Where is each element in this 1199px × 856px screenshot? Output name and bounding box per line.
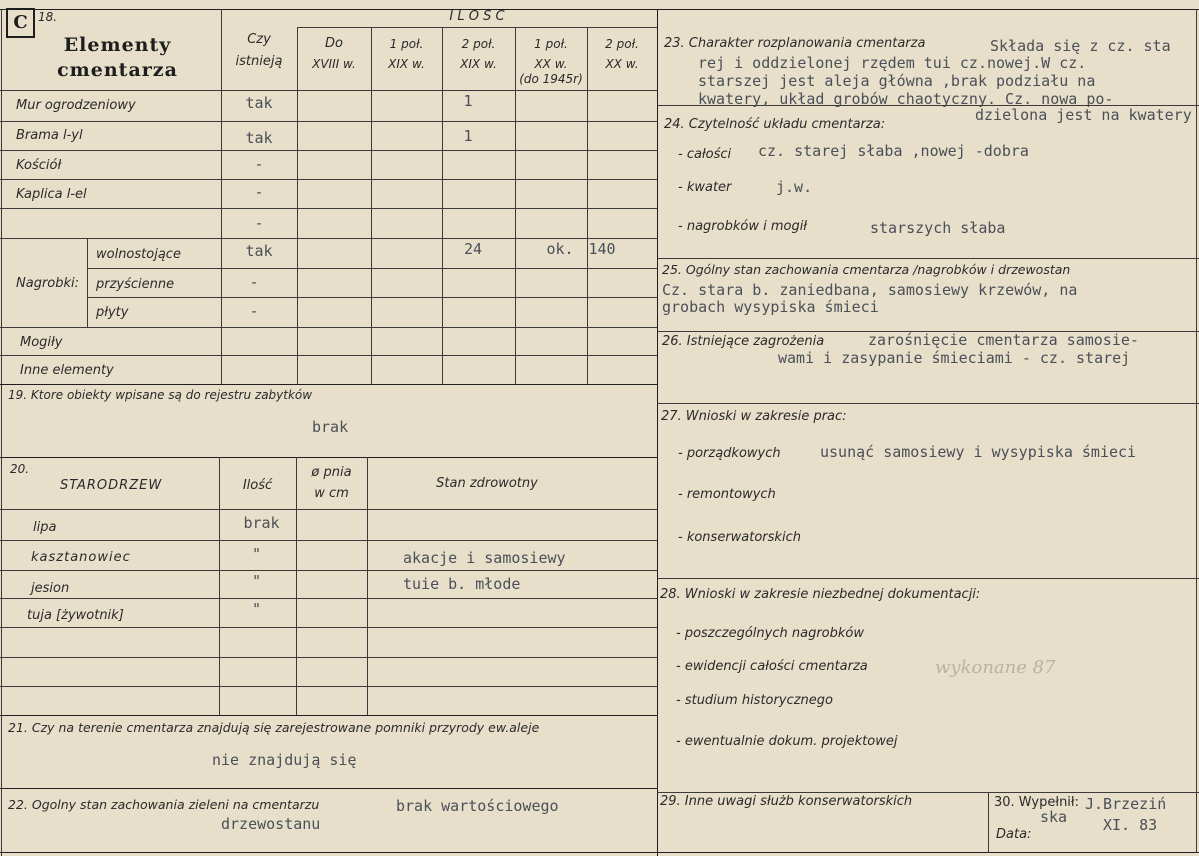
nagrobki-przyscienne: przyścienne bbox=[96, 277, 175, 292]
s24-kwater-label: - kwater bbox=[678, 180, 732, 195]
s25-line-1: Cz. stara b. zaniedbana, samosiewy krzewów, na bbox=[662, 281, 1078, 299]
nagrobki-plyty-exists: - bbox=[249, 302, 259, 320]
s20-stan-kasztanowiec: akacje i samosiewy bbox=[403, 549, 566, 567]
s26-line-1: zarośnięcie cmentarza samosie- bbox=[868, 331, 1139, 349]
hline-s19 bbox=[0, 384, 657, 385]
element-label-kaplica: Kaplica l-el bbox=[16, 187, 87, 202]
s23-line-4: kwatery, układ grobów chaotyczny. Cz. nowa po- bbox=[698, 90, 1114, 108]
s20-number: 20. bbox=[10, 462, 30, 476]
element-exists-blank: - bbox=[254, 214, 264, 232]
hline-row5 bbox=[0, 208, 657, 209]
s20-qty-lipa: brak bbox=[243, 514, 280, 532]
s30-name-1: J.Brzeziń bbox=[1085, 795, 1167, 813]
hline-s20-r5 bbox=[0, 627, 657, 628]
hline-row6 bbox=[0, 238, 657, 239]
hline-s20-r7 bbox=[0, 686, 657, 687]
s20-tree-jesion: jesion bbox=[31, 581, 70, 596]
section-c-box: C bbox=[6, 8, 35, 38]
nagrobki-wolnostojace-2p20: 140 bbox=[588, 240, 616, 258]
s23-line-1: Składa się z cz. sta bbox=[990, 37, 1171, 55]
element-exists-kaplica: - bbox=[254, 183, 264, 201]
hline-row3 bbox=[0, 150, 657, 151]
s20-stan-header: Stan zdrowotny bbox=[436, 476, 538, 491]
s30-label: 30. Wypełnił: bbox=[994, 795, 1079, 810]
vline-2p20 bbox=[587, 27, 588, 384]
element-exists-brama: tak bbox=[245, 129, 273, 147]
s24-calosci-label: - całości bbox=[678, 147, 732, 162]
hline-row8 bbox=[87, 297, 657, 298]
mogily-label: Mogiły bbox=[20, 335, 63, 350]
s25-label: 25. Ogólny stan zachowania cmentarza /nagrobków i drzewostan bbox=[662, 262, 1071, 277]
s19-label: 19. Ktore obiekty wpisane są do rejestru zabytków bbox=[8, 388, 313, 402]
nagrobki-wolnostojace-1p20: ok. bbox=[546, 240, 574, 258]
hline-row1 bbox=[0, 90, 657, 91]
s24-nagrobkow-label: - nagrobków i mogił bbox=[678, 219, 808, 234]
header-2p19-1: 2 poł. bbox=[461, 37, 496, 51]
card-bottom-border bbox=[0, 852, 1199, 853]
s26-line-2: wami i zasypanie śmieciami - cz. starej bbox=[778, 349, 1131, 367]
s20-pnia-header-2: w cm bbox=[314, 486, 349, 501]
s22-value-2: drzewostanu bbox=[221, 815, 321, 833]
s29-label: 29. Inne uwagi służb konserwatorskich bbox=[660, 794, 913, 809]
s24-calosci-value: cz. starej słaba ,nowej -dobra bbox=[758, 142, 1029, 160]
s28-item-1: - poszczególnych nagrobków bbox=[676, 626, 864, 641]
header-czy: Czy bbox=[247, 32, 271, 47]
hline-s26-bottom bbox=[657, 403, 1199, 404]
hline-s20-r4 bbox=[0, 598, 657, 599]
hline-s22 bbox=[0, 788, 657, 789]
s27-label: 27. Wnioski w zakresie prac: bbox=[661, 409, 847, 424]
header-2p19-2: XIX w. bbox=[460, 57, 497, 71]
s30-data-label: Data: bbox=[996, 827, 1032, 842]
s28-item-2: - ewidencji całości cmentarza bbox=[676, 659, 868, 674]
s28-item-3: - studium historycznego bbox=[676, 693, 833, 708]
nagrobki-wolnostojace-2p19: 24 bbox=[463, 240, 483, 258]
s22-label: 22. Ogolny stan zachowania zieleni na cmentarzu bbox=[8, 797, 320, 812]
s23-label: 23. Charakter rozplanowania cmentarza bbox=[664, 36, 926, 51]
hline-row10 bbox=[0, 355, 657, 356]
s20-qty-tuja: " bbox=[252, 600, 262, 618]
inne-elementy-label: Inne elementy bbox=[20, 363, 114, 378]
header-1p20-3: (do 1945r) bbox=[519, 72, 583, 86]
element-label-kosciol: Kościół bbox=[16, 158, 62, 173]
s20-title: STARODRZEW bbox=[60, 478, 163, 493]
s28-item-4: - ewentualnie dokum. projektowej bbox=[676, 734, 898, 749]
s20-qty-kasztanowiec: " bbox=[252, 545, 262, 563]
hline-s20-r1 bbox=[0, 509, 657, 510]
s24-kwater-value: j.w. bbox=[776, 178, 813, 196]
hline-s20 bbox=[0, 457, 657, 458]
s21-value: nie znajdują się bbox=[212, 751, 357, 769]
column-divider-main bbox=[657, 9, 658, 856]
s24-label: 24. Czytelność układu cmentarza: bbox=[664, 117, 886, 132]
hline-s20-r3 bbox=[0, 570, 657, 571]
s24-nagrobkow-value: starszych słaba bbox=[870, 219, 1006, 237]
s20-tree-kasztanowiec: kasztanowiec bbox=[31, 550, 131, 565]
element-label-mur: Mur ogrodzeniowy bbox=[16, 98, 136, 113]
nagrobki-wolnostojace-exists: tak bbox=[245, 242, 273, 260]
hline-s28-bottom bbox=[657, 792, 1199, 793]
hline-s20-r6 bbox=[0, 657, 657, 658]
element-2p19-brama: 1 bbox=[463, 127, 473, 145]
hline-ilosc bbox=[297, 27, 657, 28]
s23-line-2: rej i oddzielonej rzędem tui cz.nowej.W cz. bbox=[698, 54, 1087, 72]
header-2p20-2: XX w. bbox=[605, 57, 639, 71]
left-border bbox=[1, 9, 2, 856]
s27-remontowych-label: - remontowych bbox=[678, 487, 776, 502]
element-label-brama: Brama l-yl bbox=[16, 128, 83, 143]
vline-s30 bbox=[988, 792, 989, 853]
s30-name-2: ska bbox=[1040, 808, 1068, 826]
vline-s20-stan bbox=[367, 457, 368, 715]
vline-s20-ilosc bbox=[219, 457, 220, 715]
s27-porzadkowych-label: - porządkowych bbox=[678, 446, 781, 461]
s20-ilosc-header: Ilość bbox=[242, 478, 273, 493]
s20-stan-jesion: tuie b. młode bbox=[403, 575, 521, 593]
header-do18-2: XVIII w. bbox=[312, 57, 356, 71]
hline-s21 bbox=[0, 715, 657, 716]
s23-line-3: starszej jest aleja główna ,brak podziału na bbox=[698, 72, 1096, 90]
header-1p19-1: 1 poł. bbox=[389, 37, 424, 51]
header-1p19-2: XIX w. bbox=[388, 57, 425, 71]
element-exists-kosciol: - bbox=[254, 155, 264, 173]
header-ilosc: I L O S C bbox=[449, 9, 505, 24]
hline-row2 bbox=[0, 121, 657, 122]
nagrobki-wolnostojace: wolnostojące bbox=[96, 247, 181, 262]
s20-pnia-header-1: ø pnia bbox=[311, 465, 352, 480]
s27-konserwatorskich-label: - konserwatorskich bbox=[678, 530, 801, 545]
s30-date: XI. 83 bbox=[1103, 816, 1158, 834]
nagrobki-label: Nagrobki: bbox=[16, 276, 80, 291]
hline-row9 bbox=[0, 327, 657, 328]
section-c-title-1: Elementy bbox=[63, 34, 172, 56]
s25-line-2: grobach wysypiska śmieci bbox=[662, 298, 879, 316]
s21-label: 21. Czy na terenie cmentarza znajdują się zarejestrowane pomniki przyrody ew.aleje bbox=[8, 720, 540, 735]
section-c-number: 18. bbox=[38, 10, 58, 24]
s20-qty-jesion: " bbox=[252, 572, 262, 590]
s20-tree-tuja: tuja [żywotnik] bbox=[27, 608, 124, 623]
nagrobki-plyty: płyty bbox=[96, 305, 129, 320]
header-istnieja: istnieją bbox=[235, 54, 283, 69]
element-exists-mur: tak bbox=[245, 94, 273, 112]
vline-1p19 bbox=[371, 27, 372, 384]
vline-2p19 bbox=[442, 27, 443, 384]
element-2p19-mur: 1 bbox=[463, 92, 473, 110]
vline-do18 bbox=[297, 27, 298, 384]
s27-porzadkowych-value: usunąć samosiewy i wysypiska śmieci bbox=[820, 443, 1137, 461]
hline-s27-bottom bbox=[657, 578, 1199, 579]
header-1p20-1: 1 poł. bbox=[534, 37, 568, 51]
s20-tree-lipa: lipa bbox=[33, 520, 57, 535]
hline-row7 bbox=[87, 268, 657, 269]
s28-label: 28. Wnioski w zakresie niezbednej dokumentacji: bbox=[660, 587, 981, 602]
s19-value: brak bbox=[312, 418, 349, 436]
right-border bbox=[1196, 9, 1197, 853]
s22-value-1: brak wartościowego bbox=[396, 797, 559, 815]
s23-line-5: dzielona jest na kwatery bbox=[975, 106, 1192, 124]
s28-pencil-note: wykonane 87 bbox=[935, 657, 1056, 678]
header-do18-1: Do bbox=[325, 36, 343, 51]
hline-row4 bbox=[0, 179, 657, 180]
vline-nagrobki bbox=[87, 238, 88, 328]
header-2p20-1: 2 poł. bbox=[605, 37, 639, 51]
hline-s24-bottom bbox=[657, 258, 1199, 259]
header-1p20-2: XX w. bbox=[534, 57, 568, 71]
s26-label: 26. Istniejące zagrożenia bbox=[662, 334, 825, 349]
hline-s20-r2 bbox=[0, 540, 657, 541]
section-c-title-2: cmentarza bbox=[57, 59, 178, 81]
nagrobki-przyscienne-exists: - bbox=[249, 273, 259, 291]
